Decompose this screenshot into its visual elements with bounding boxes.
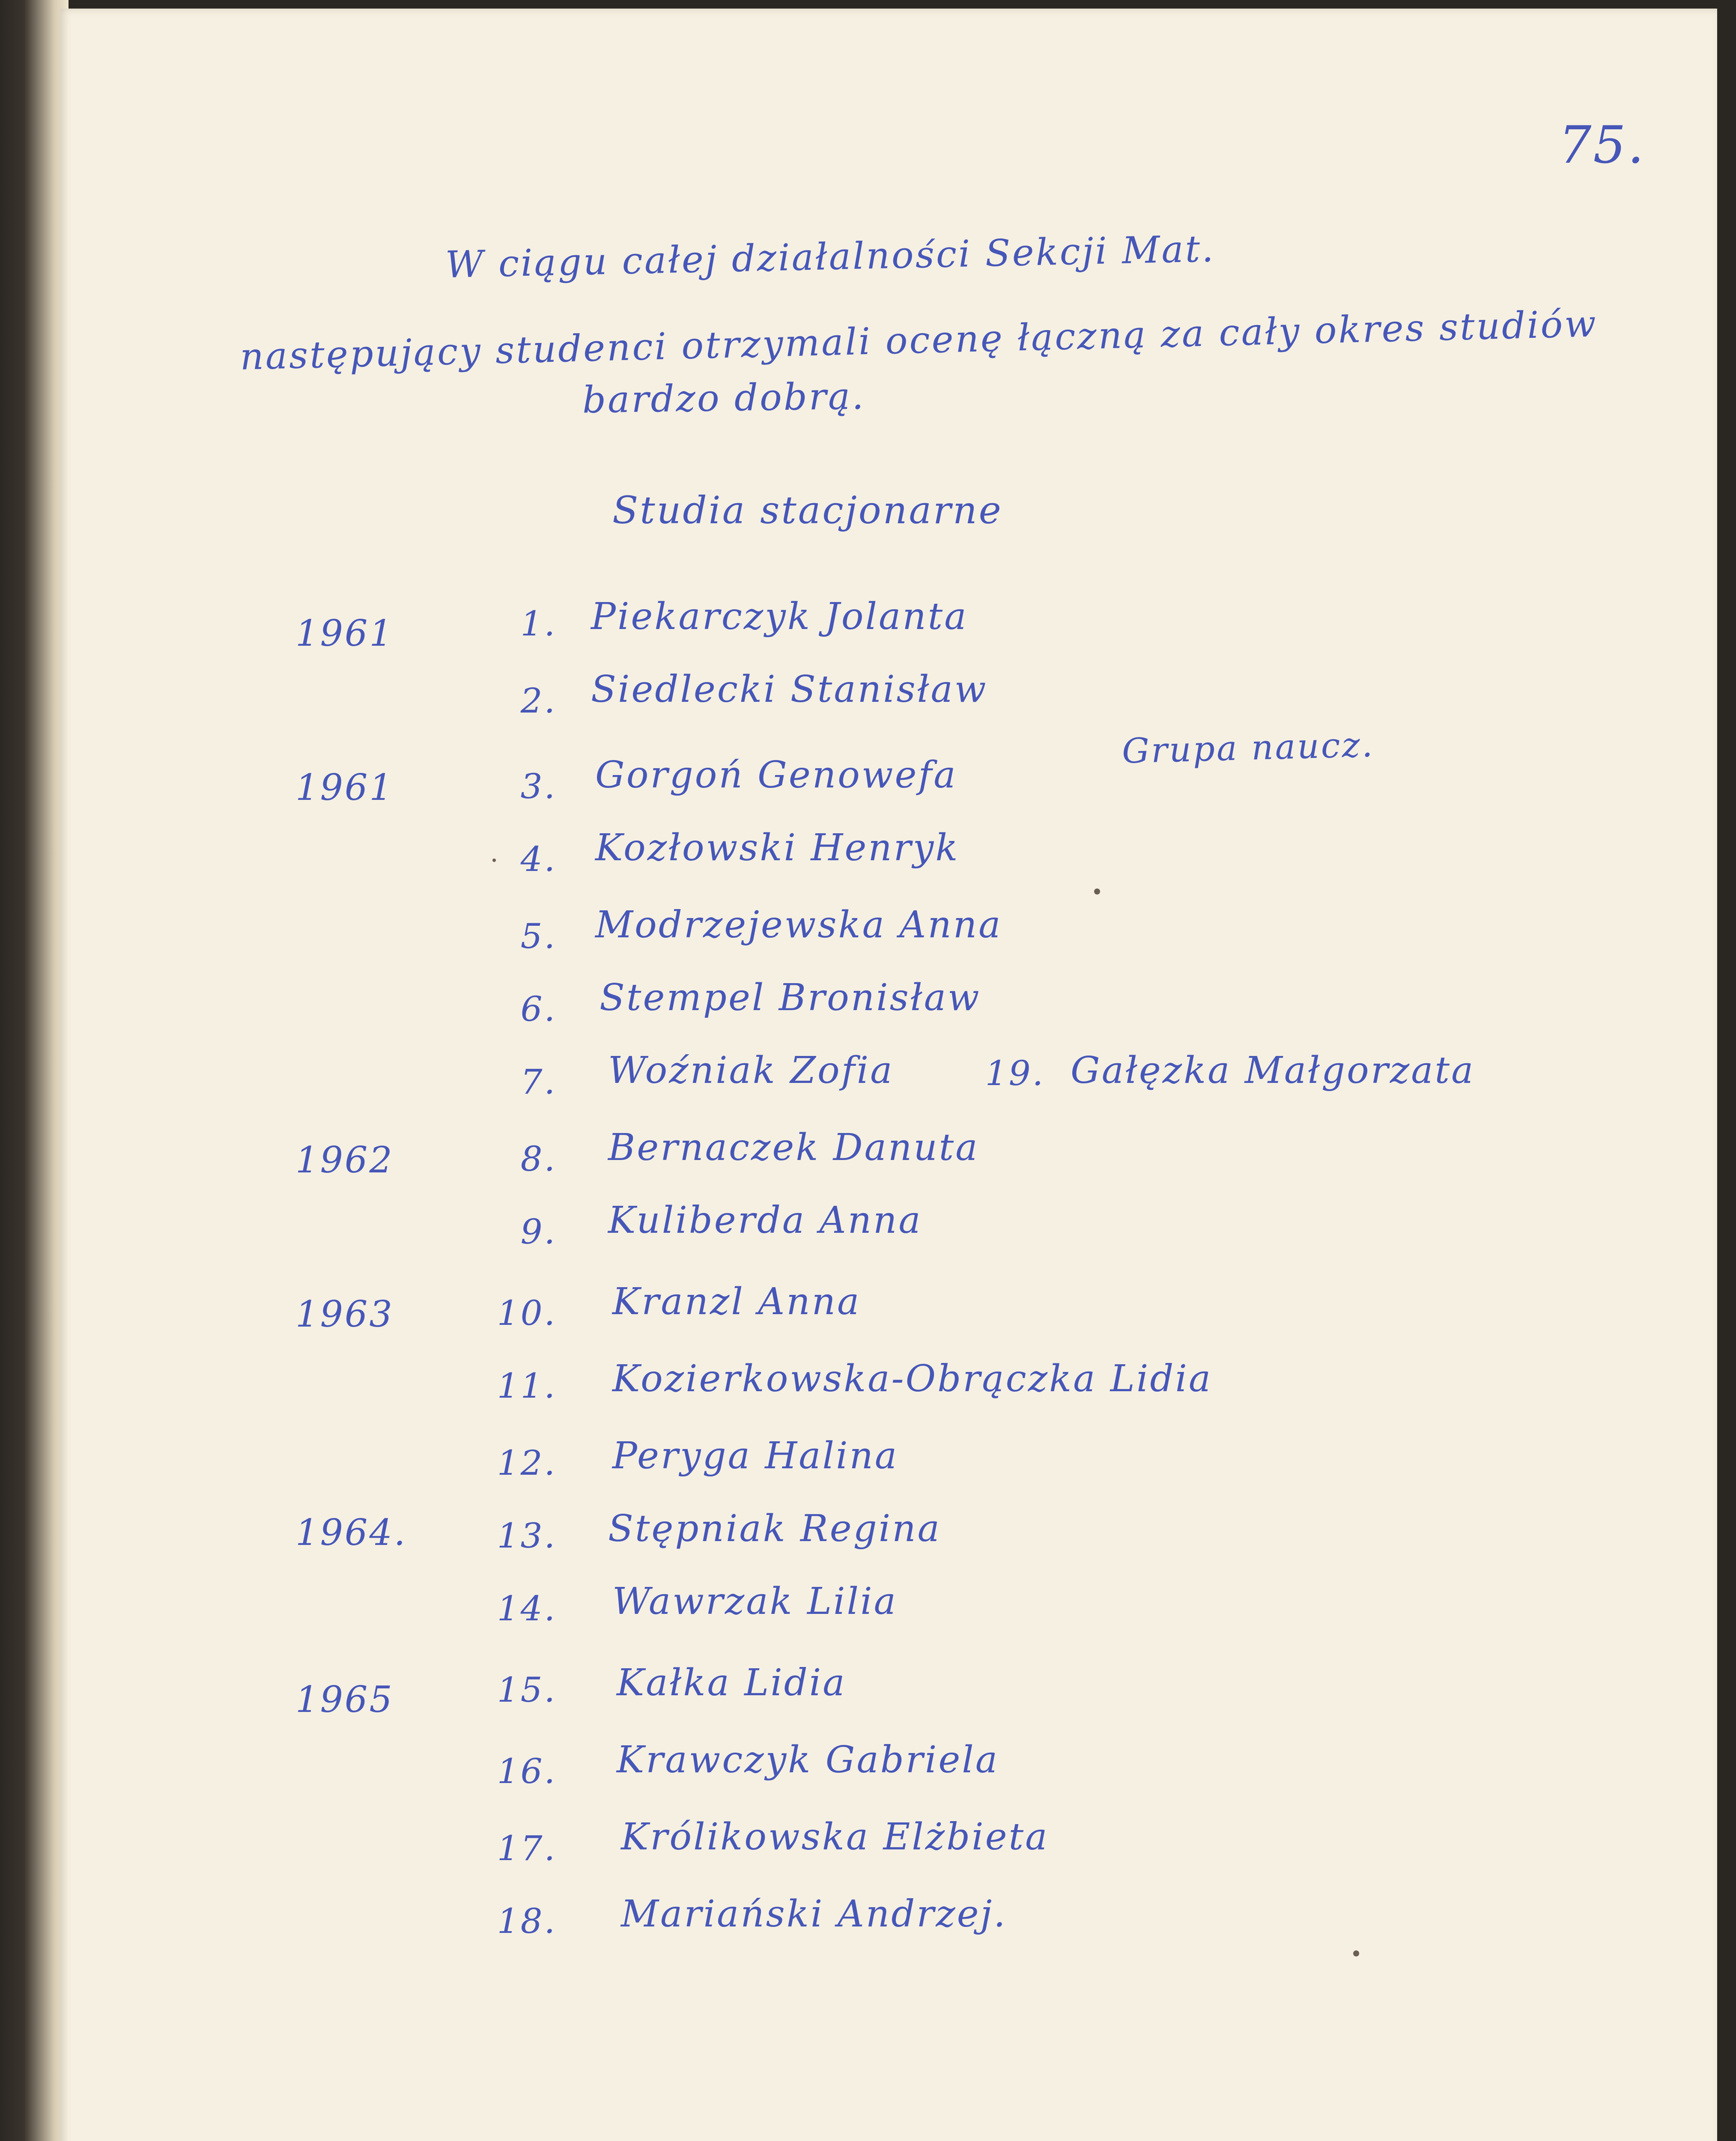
entry-number: 10. bbox=[497, 1293, 557, 1333]
entry-name: Wawrzak Lilia bbox=[612, 1580, 898, 1623]
entry-number: 3. bbox=[520, 766, 557, 806]
entry-number: 8. bbox=[520, 1139, 557, 1179]
group-note: Grupa naucz. bbox=[1121, 725, 1375, 771]
entry-number: 16. bbox=[497, 1751, 557, 1791]
entry-name: Woźniak Zofia bbox=[608, 1049, 894, 1092]
entry-name: Mariański Andrzej. bbox=[621, 1893, 1007, 1935]
entry-number: 2. bbox=[520, 681, 557, 721]
entry-name: Krawczyk Gabriela bbox=[617, 1738, 999, 1781]
heading-line-3: bardzo dobrą. bbox=[582, 375, 866, 422]
year-label: 1964. bbox=[295, 1512, 407, 1554]
page-number: 75. bbox=[1559, 116, 1646, 175]
heading-line-1: W ciągu całej działalności Sekcji Mat. bbox=[445, 227, 1216, 286]
entry-number: 17. bbox=[497, 1828, 557, 1868]
entry-name: Peryga Halina bbox=[612, 1434, 899, 1477]
entry-name: Stempel Bronisław bbox=[600, 976, 981, 1019]
entry-name: Gorgoń Genowefa bbox=[595, 754, 957, 796]
entry-name: Królikowska Elżbieta bbox=[621, 1816, 1049, 1858]
entry-number: 11. bbox=[497, 1366, 557, 1406]
paper-speck bbox=[1353, 1950, 1359, 1956]
entry-name: Modrzejewska Anna bbox=[595, 904, 1002, 946]
entry-number: 4. bbox=[520, 839, 557, 879]
entry-number: 6. bbox=[520, 989, 557, 1029]
entry-name: Bernaczek Danuta bbox=[608, 1126, 979, 1169]
heading-line-2: następujący studenci otrzymali ocenę łączną za cały okres studiów bbox=[239, 302, 1599, 379]
entry-number: 15. bbox=[497, 1670, 557, 1710]
year-label: 1962 bbox=[295, 1139, 394, 1181]
entry-name: Piekarczyk Jolanta bbox=[591, 595, 968, 638]
year-label: 1961 bbox=[295, 612, 394, 654]
entry-number: 14. bbox=[497, 1589, 557, 1628]
entry-name: Stępniak Regina bbox=[608, 1507, 941, 1550]
entry-number: 12. bbox=[497, 1443, 557, 1483]
extra-entry-number: 19. bbox=[985, 1053, 1045, 1093]
entry-name: Kranzl Anna bbox=[612, 1280, 861, 1323]
entry-number: 18. bbox=[497, 1901, 557, 1941]
section-title: Studia stacjonarne bbox=[612, 488, 1003, 532]
year-label: 1963 bbox=[295, 1293, 394, 1335]
paper-speck bbox=[492, 859, 496, 862]
entry-number: 1. bbox=[520, 604, 557, 644]
entry-number: 9. bbox=[520, 1212, 557, 1252]
paper-speck bbox=[1094, 889, 1100, 895]
entry-number: 5. bbox=[520, 916, 557, 956]
entry-name: Siedlecki Stanisław bbox=[591, 668, 988, 711]
year-label: 1965 bbox=[295, 1679, 394, 1721]
entry-name: Kozierkowska-Obrączka Lidia bbox=[612, 1357, 1213, 1400]
year-label: 1961 bbox=[295, 766, 394, 808]
entry-name: Kałka Lidia bbox=[617, 1661, 847, 1704]
entry-name: Kozłowski Henryk bbox=[595, 826, 960, 869]
entry-name: Kuliberda Anna bbox=[608, 1199, 922, 1242]
entry-number: 7. bbox=[520, 1062, 557, 1102]
entry-number: 13. bbox=[497, 1516, 557, 1556]
right-edge bbox=[1717, 0, 1736, 2141]
binding-strip bbox=[0, 0, 69, 2141]
extra-entry-name: Gałęzka Małgorzata bbox=[1071, 1049, 1475, 1092]
